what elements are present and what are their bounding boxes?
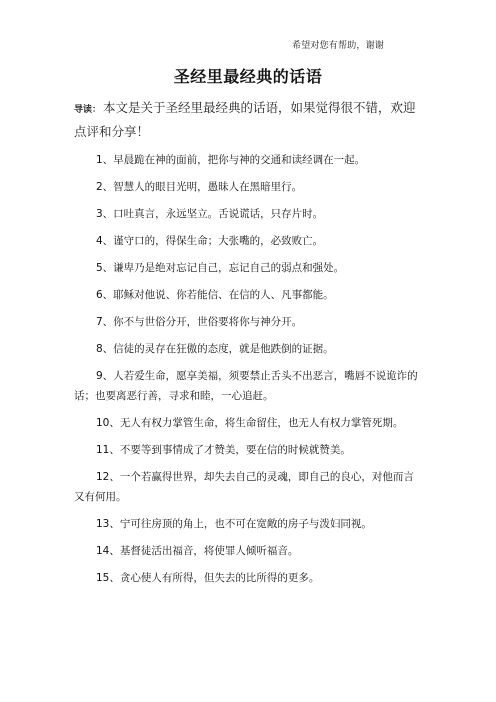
list-item: 2、智慧人的眼目光明，愚昧人在黑暗里行。 bbox=[96, 181, 303, 193]
intro-paragraph bbox=[74, 97, 424, 143]
header-note: 希望对您有帮助，谢谢 bbox=[292, 41, 385, 51]
list-item: 12、一个若赢得世界，却失去自己的灵魂，即自己的良心，对他而言又有何用。 bbox=[74, 471, 414, 503]
page-title: 圣经里最经典的话语 bbox=[173, 67, 323, 86]
list-item: 14、基督徒活出福音，将使罪人倾听福音。 bbox=[96, 545, 299, 557]
list-item: 13、宁可往房顶的角上，也不可在宽敞的房子与泼妇同视。 bbox=[96, 518, 372, 530]
intro-label: 导读： bbox=[74, 105, 102, 115]
list-item: 8、信徒的灵存在狂傲的态度，就是他跌倒的证据。 bbox=[96, 343, 334, 355]
list-item: 5、谦卑乃是绝对忘记自己，忘记自己的弱点和强处。 bbox=[96, 262, 345, 274]
list-item: 15、贪心使人有所得，但失去的比所得的更多。 bbox=[96, 572, 320, 584]
list-item: 9、人若爱生命，愿享美福，须要禁止舌头不出恶言，嘴唇不说诡诈的话；也要离恶行善，寻求和睦，一心追赶。 bbox=[74, 370, 418, 402]
list-item: 3、口吐真言，永远坚立。舌说谎话，只存片时。 bbox=[96, 208, 324, 220]
intro-text: 本文是关于圣经里最经典的话语，如果觉得很不错，欢迎点评和分享！ bbox=[74, 100, 416, 139]
list-item: 6、耶稣对他说、你若能信、在信的人、凡事都能。 bbox=[96, 289, 334, 301]
list-item: 11、不要等到事情成了才赞美，要在信的时候就赞美。 bbox=[96, 444, 351, 456]
list-item: 10、无人有权力掌管生命，将生命留住，也无人有权力掌管死期。 bbox=[96, 417, 404, 429]
list-item: 4、谨守口的，得保生命；大张嘴的，必致败亡。 bbox=[96, 235, 324, 247]
list-item: 1、早晨跪在神的面前，把你与神的交通和读经调在一起。 bbox=[96, 154, 366, 166]
list-item: 7、你不与世俗分开，世俗要将你与神分开。 bbox=[96, 316, 303, 328]
quote-list bbox=[74, 150, 424, 595]
